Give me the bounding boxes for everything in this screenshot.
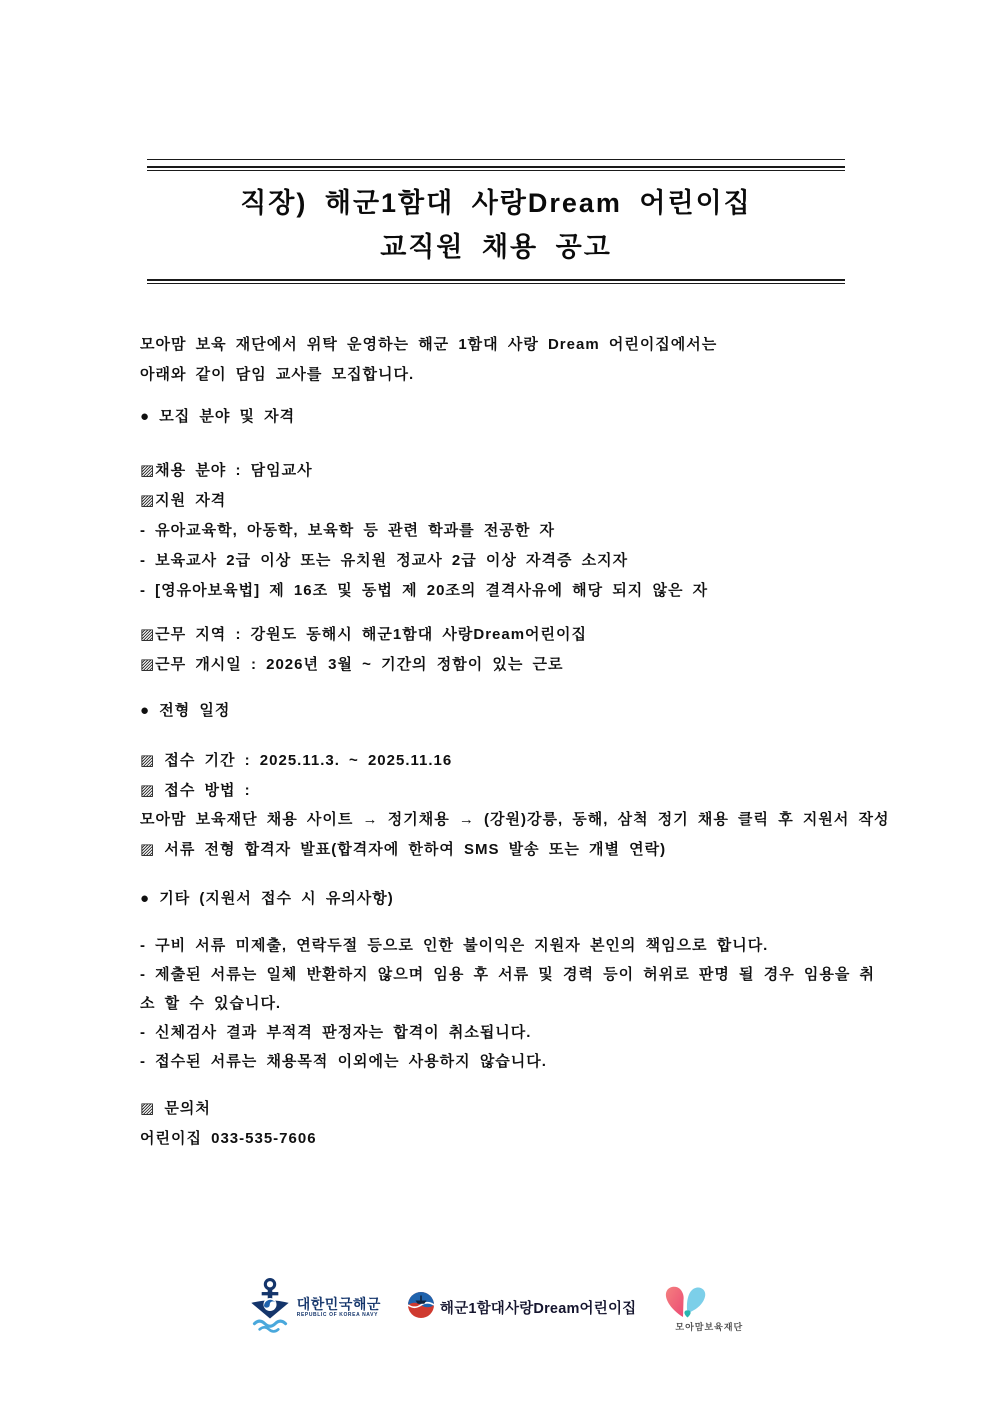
schedule-details <box>140 746 920 864</box>
recruit-section-header <box>140 402 920 432</box>
section-header: ● 모집 분야 및 자격 <box>140 408 296 425</box>
work-line: ▨근무 지역 : 강원도 동해시 해군1함대 사랑Dream어린이집 <box>140 626 588 643</box>
recruit-line: - 유아교육학, 아동학, 보육학 등 관련 학과를 전공한 자 <box>140 522 555 539</box>
daycare-taegeuk-icon <box>407 1291 435 1324</box>
etc-line: - 신체검사 결과 부적격 판정자는 합격이 취소됩니다. <box>140 1024 532 1041</box>
title-bottom-thick-rule <box>147 279 845 281</box>
foundation-logo-name: 모아맘보육재단 <box>675 1321 744 1332</box>
recruit-line: - [영유아보육법] 제 16조 및 동법 제 20조의 결격사유에 해당 되지 않은 자 <box>140 582 709 599</box>
footer-logos <box>0 1272 992 1342</box>
document-title-line2: 교직원 채용 공고 <box>380 232 612 262</box>
recruit-line: ▨채용 분야 : 담임교사 <box>140 462 313 479</box>
intro-line: 아래와 같이 담임 교사를 모집합니다. <box>140 366 415 383</box>
title-block <box>147 159 845 284</box>
schedule-line: ▨ 접수 방법 : <box>140 781 251 799</box>
work-conditions <box>140 620 920 680</box>
title-bottom-inner-rule <box>147 283 845 284</box>
etc-line: - 구비 서류 미제출, 연락두절 등으로 인한 불이익은 지원자 본인의 책임으로 합니다. <box>140 937 769 954</box>
recruit-qualifications <box>140 456 920 606</box>
schedule-line: ▨ 서류 전형 합격자 발표(합격자에 한하여 SMS 발송 또는 개별 연락) <box>140 840 667 858</box>
work-line: ▨근무 개시일 : 2026년 3월 ~ 기간의 정함이 있는 근로 <box>140 656 564 673</box>
etc-line: - 접수된 서류는 채용목적 이외에는 사용하지 않습니다. <box>140 1053 547 1070</box>
recruit-line: ▨지원 자격 <box>140 492 227 509</box>
daycare-logo-group <box>407 1291 636 1324</box>
title-top-outer-rule <box>147 159 845 160</box>
foundation-logo-group <box>662 1282 743 1333</box>
navy-logo-subname: REPUBLIC OF KOREA NAVY <box>296 1311 379 1318</box>
intro-paragraph <box>140 330 920 390</box>
etc-line: - 제출된 서류는 일체 반환하지 않으며 임용 후 서류 및 경력 등이 허위로 판명 될 경우 임용을 취 <box>140 966 875 983</box>
contact-phone: 어린이집 033-535-7606 <box>140 1129 317 1147</box>
navy-logo-text <box>297 1296 381 1319</box>
contact-header: ▨ 문의처 <box>140 1100 211 1117</box>
etc-line: 소 할 수 있습니다. <box>140 995 282 1012</box>
recruit-line: - 보육교사 2급 이상 또는 유치원 정교사 2급 이상 자격증 소지자 <box>140 552 629 569</box>
schedule-section-header <box>140 696 920 726</box>
navy-anchor-icon <box>249 1277 291 1338</box>
navy-logo-group <box>249 1277 381 1338</box>
section-header: ● 기타 (지원서 접수 시 유의사항) <box>140 890 394 907</box>
schedule-line: 모아맘 보육재단 채용 사이트 → 정기채용 → (강원)강릉, 동해, 삼척 정기 채용 클릭 후 지원서 작성 <box>140 811 890 828</box>
contact-info <box>140 1094 920 1153</box>
navy-logo-name: 대한민국해군 <box>296 1295 381 1312</box>
section-header: ● 전형 일정 <box>140 702 231 719</box>
document-title-line1: 직장) 해군1함대 사랑Dream 어린이집 <box>240 188 752 218</box>
intro-line: 모아맘 보육 재단에서 위탁 운영하는 해군 1함대 사랑 Dream 어린이집에서는 <box>140 336 718 353</box>
etc-section-header <box>140 884 920 914</box>
daycare-logo-name: 해군1함대사랑Dream어린이집 <box>439 1300 637 1317</box>
etc-notes <box>140 931 920 1076</box>
schedule-line: ▨ 접수 기간 : 2025.11.3. ~ 2025.11.16 <box>140 752 453 769</box>
title-top-thick-rule <box>147 166 845 168</box>
